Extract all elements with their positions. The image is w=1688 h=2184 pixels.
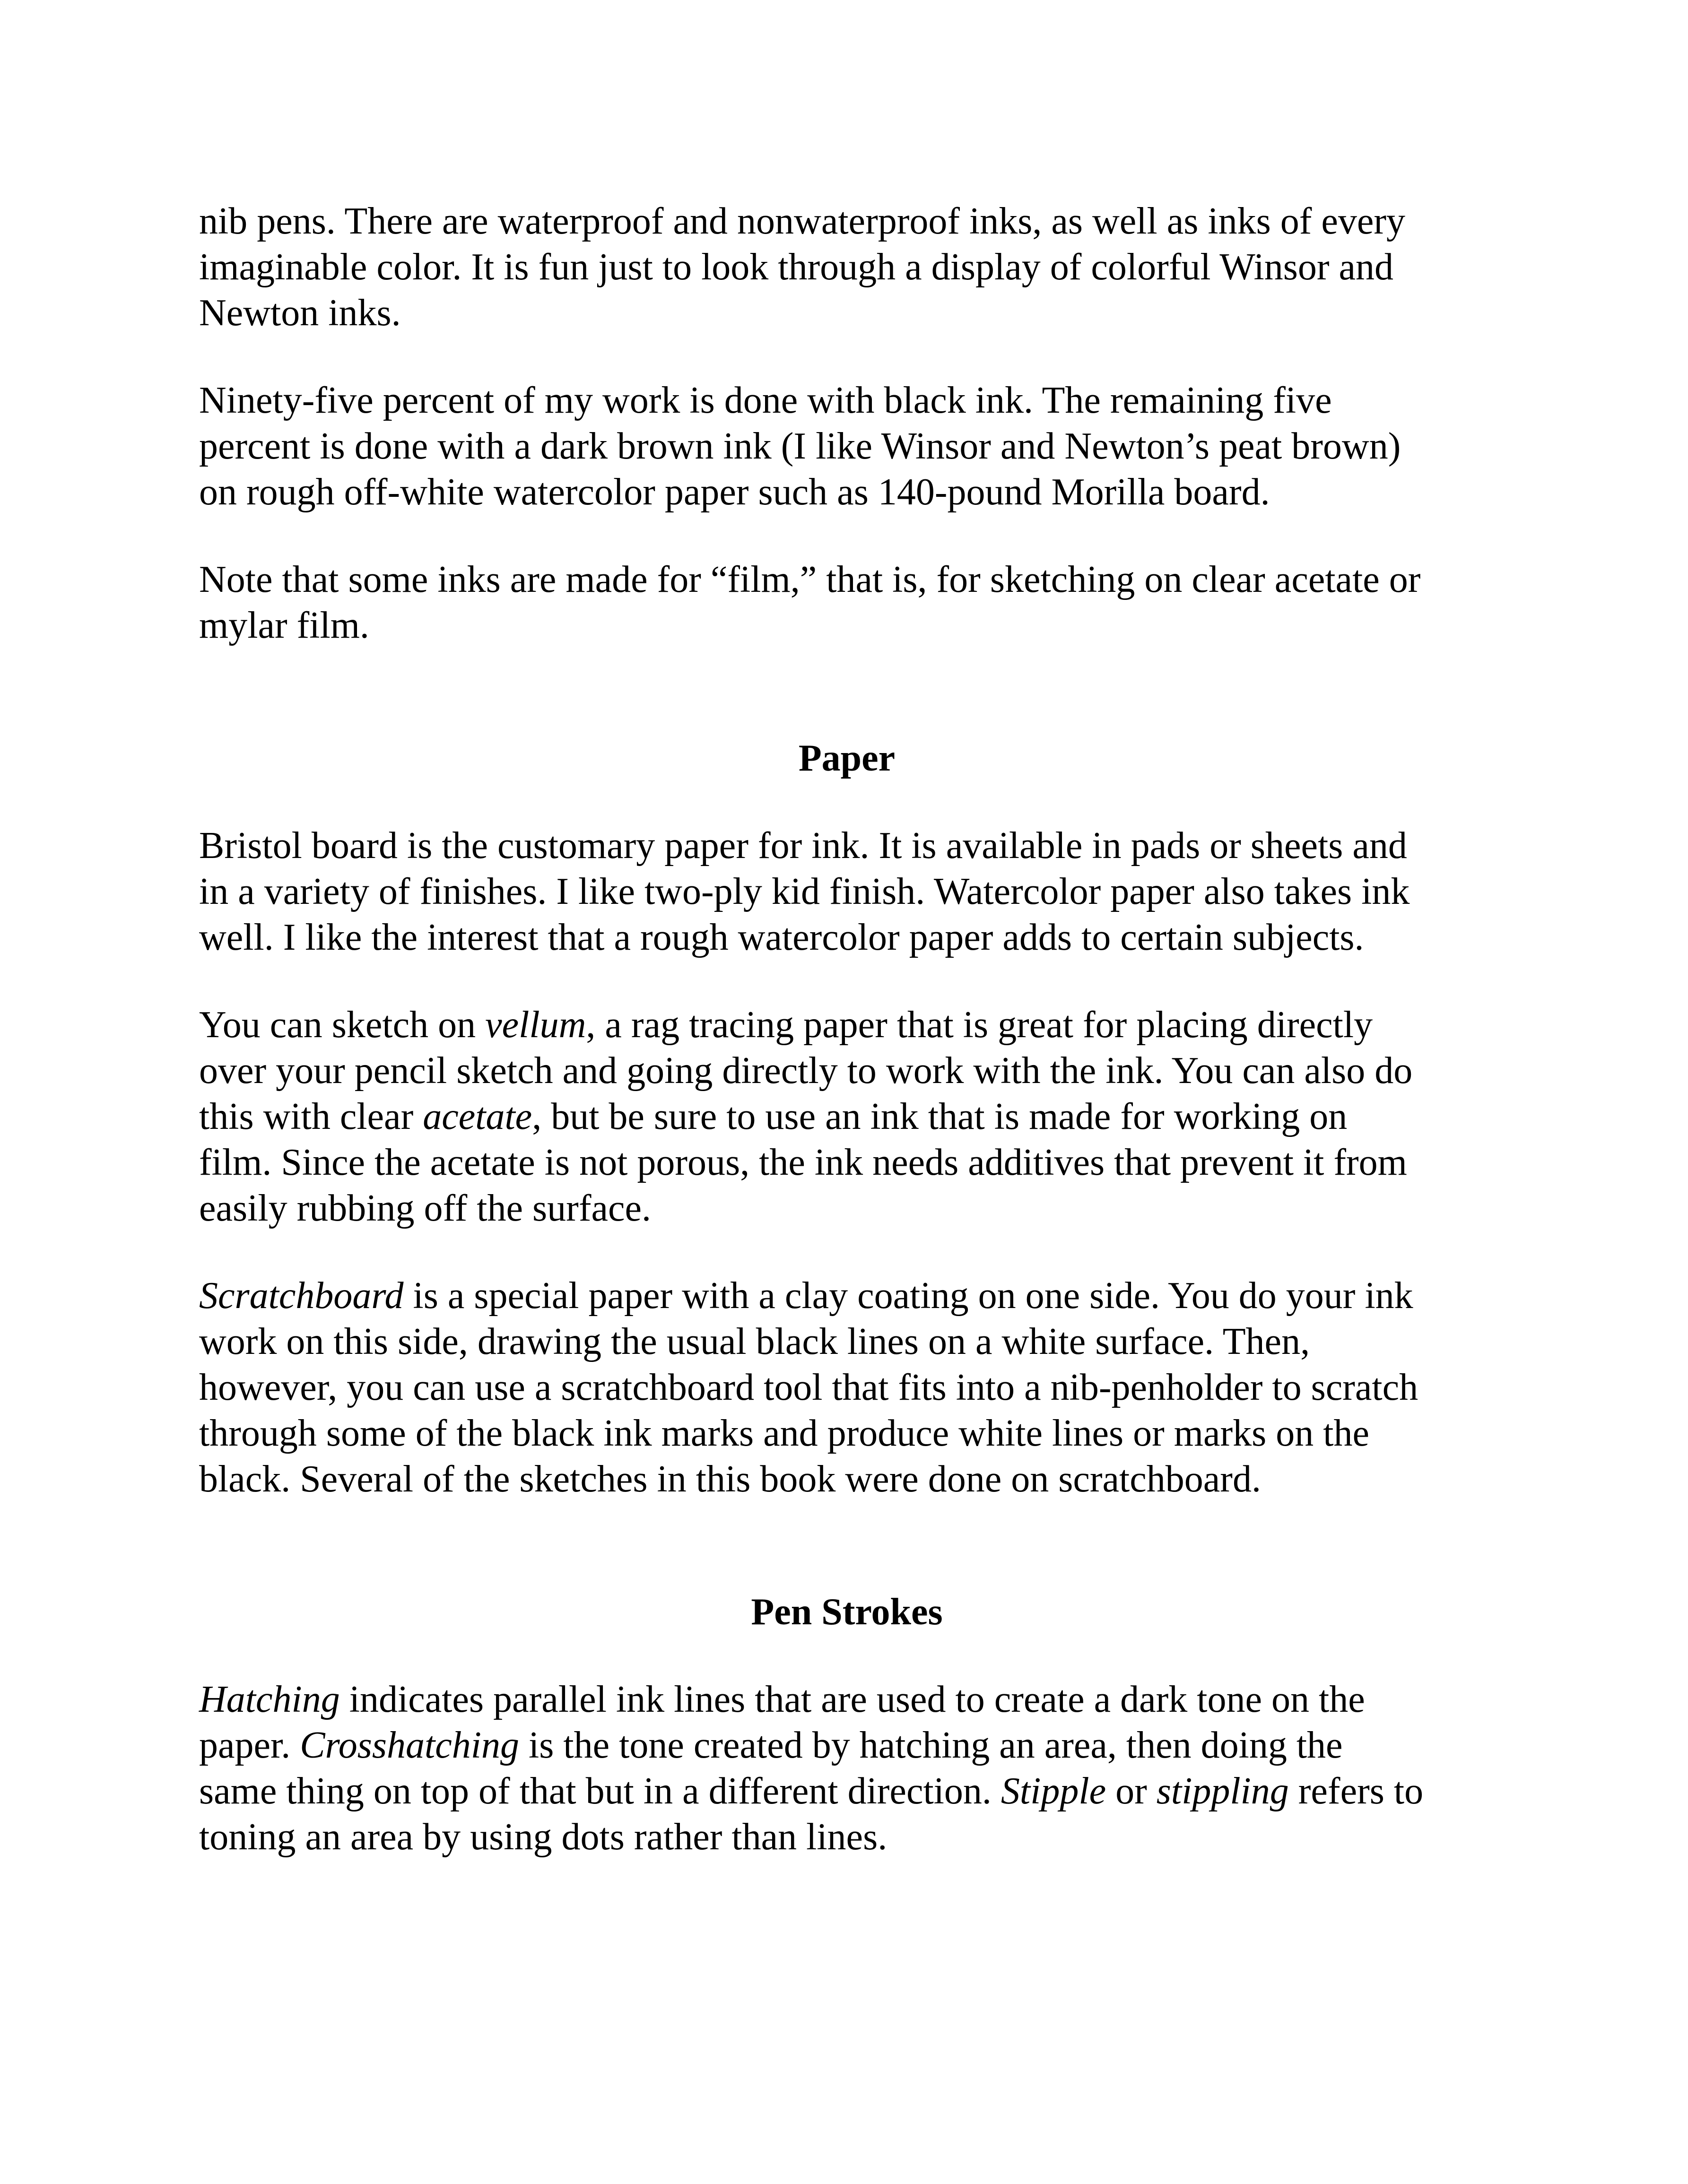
text-line: over your pencil sketch and going directly to work with the ink. You can also do [199, 1050, 1413, 1092]
text-run: this with clear [199, 1096, 423, 1137]
paragraph-scratchboard [199, 1273, 1495, 1502]
text-line: toning an area by using dots rather than lines. [199, 1816, 888, 1858]
text-line: Newton inks. [199, 292, 401, 334]
paragraph-hatching [199, 1677, 1495, 1860]
italic-term-stippling: stippling [1156, 1770, 1289, 1812]
italic-term-hatching: Hatching [199, 1679, 340, 1720]
text-run: You can sketch on [199, 1004, 486, 1046]
text-line: imaginable color. It is fun just to look through a display of colorful Winsor and [199, 246, 1394, 288]
text-run: indicates parallel ink lines that are used to create a dark tone on the [339, 1679, 1365, 1720]
text-line [199, 1273, 1495, 1319]
text-line: through some of the black ink marks and produce white lines or marks on the [199, 1413, 1369, 1454]
text-line: nib pens. There are waterproof and nonwaterproof inks, as well as inks of every [199, 200, 1406, 242]
text-run: same thing on top of that but in a different direction. [199, 1770, 1001, 1812]
text-line: in a variety of finishes. I like two-ply kid finish. Watercolor paper also takes ink [199, 871, 1410, 912]
text-line: film. Since the acetate is not porous, the ink needs additives that prevent it from [199, 1142, 1407, 1183]
text-line [199, 1094, 1495, 1140]
text-line: black. Several of the sketches in this book were done on scratchboard. [199, 1458, 1261, 1500]
text-line: Ninety-five percent of my work is done with black ink. The remaining five [199, 380, 1332, 421]
text-line: on rough off-white watercolor paper such as 140-pound Morilla board. [199, 471, 1270, 513]
italic-term-crosshatching: Crosshatching [300, 1725, 519, 1766]
text-run: , a rag tracing paper that is great for placing directly [586, 1004, 1373, 1046]
text-line [199, 1768, 1495, 1814]
paragraph-vellum [199, 1002, 1495, 1231]
text-run: paper. [199, 1725, 300, 1766]
text-line [199, 1002, 1495, 1048]
italic-term-stipple: Stipple [1001, 1770, 1106, 1812]
section-heading-pen-strokes: Pen Strokes [751, 1591, 943, 1633]
page-content [199, 199, 1495, 1902]
italic-term-scratchboard: Scratchboard [199, 1275, 404, 1317]
italic-term-vellum: vellum [485, 1004, 586, 1046]
text-line: Bristol board is the customary paper for ink. It is available in pads or sheets and [199, 825, 1407, 867]
text-run: , but be sure to use an ink that is made for working on [532, 1096, 1348, 1137]
text-run: or [1106, 1770, 1157, 1812]
text-line: mylar film. [199, 605, 369, 646]
text-run: refers to [1288, 1770, 1424, 1812]
text-line: percent is done with a dark brown ink (I like Winsor and Newton’s peat brown) [199, 425, 1401, 467]
paragraph-film-inks [199, 557, 1495, 649]
text-line: work on this side, drawing the usual black lines on a white surface. Then, [199, 1321, 1310, 1362]
text-line: Note that some inks are made for “film,” that is, for sketching on clear acetate or [199, 559, 1421, 600]
text-line: easily rubbing off the surface. [199, 1187, 651, 1229]
paragraph-nib-pens [199, 199, 1495, 336]
text-run: is the tone created by hatching an area, then doing the [519, 1725, 1343, 1766]
text-line [199, 1723, 1495, 1768]
paragraph-black-ink [199, 378, 1495, 515]
section-heading-paper: Paper [798, 737, 896, 779]
text-line: well. I like the interest that a rough watercolor paper adds to certain subjects. [199, 917, 1364, 958]
text-run: is a special paper with a clay coating on one side. You do your ink [403, 1275, 1413, 1317]
text-line [199, 1677, 1495, 1723]
text-line: however, you can use a scratchboard tool that fits into a nib-penholder to scratch [199, 1367, 1418, 1408]
paragraph-bristol-board [199, 823, 1495, 961]
italic-term-acetate: acetate [423, 1096, 532, 1137]
